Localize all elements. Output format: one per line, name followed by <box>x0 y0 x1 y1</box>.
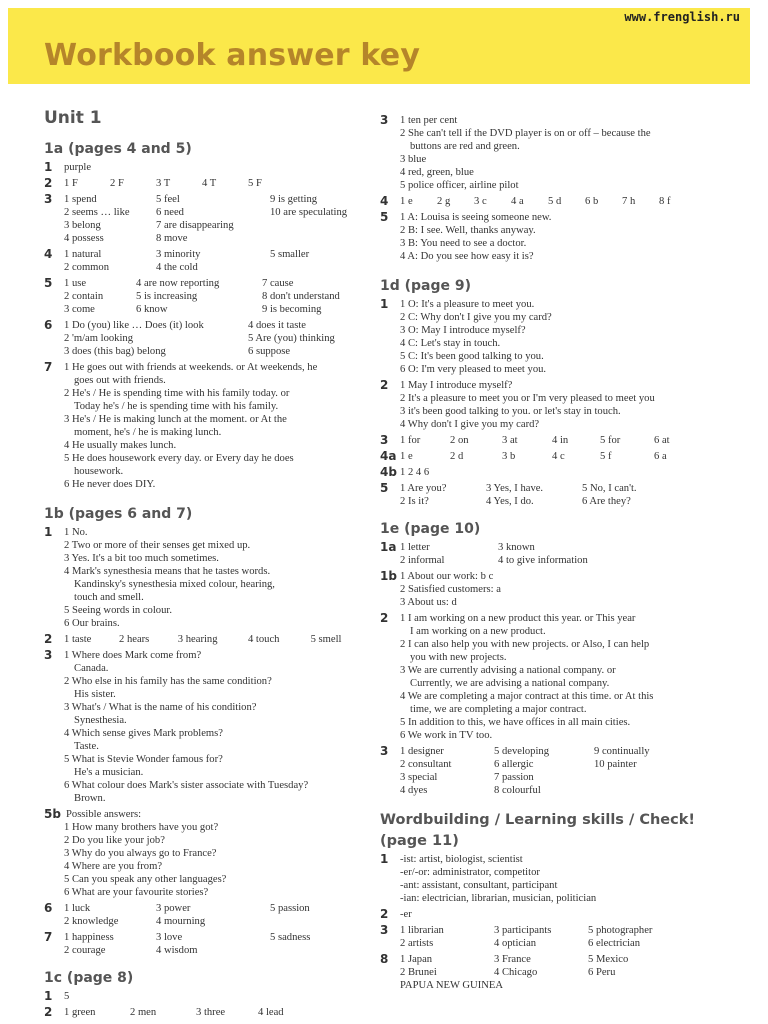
exercise-wb-1 <box>380 853 720 905</box>
exercise-1a-1 <box>44 161 358 174</box>
answer-item: 2 F <box>110 178 124 189</box>
answer-item: 8 move <box>156 233 188 244</box>
answer-item: 8 don't understand <box>262 291 340 302</box>
answer-item: 4 c <box>552 451 565 462</box>
section-1d-title: 1d (page 9) <box>380 278 472 294</box>
answer-item: 7 passion <box>494 772 534 783</box>
answer-item: 2 'm/am looking <box>64 333 133 344</box>
page-title: Workbook answer key <box>44 38 421 73</box>
answer-item: 3 at <box>502 435 518 446</box>
section-1b-title: 1b (pages 6 and 7) <box>44 506 193 522</box>
exercise-number: 5b <box>44 807 61 821</box>
answer-item: 1 spend <box>64 194 97 205</box>
answer-item: 6 need <box>156 207 184 218</box>
answer-line: 1 How many brothers have you got? <box>64 822 219 833</box>
answer-line: 4 Where are you from? <box>64 861 163 872</box>
answer-item: 5 Mexico <box>588 954 629 965</box>
exercise-number: 2 <box>380 611 389 625</box>
exercise-1d-4a <box>380 450 720 463</box>
exercise-number: 2 <box>380 907 389 921</box>
answer-line: 1 ten per cent <box>400 115 458 126</box>
answer-line: 5 C: It's been good talking to you. <box>400 351 544 362</box>
answer-line: 3 it's been good talking to you. or let's stay in touch. <box>400 406 621 417</box>
answer-item: 2 seems … like <box>64 207 130 218</box>
answer-line: Currently, we are advising a national company. <box>410 678 610 689</box>
answer-item: 1 Do (you) like … Does (it) look <box>64 320 204 331</box>
answer-item: 3 minority <box>156 249 201 260</box>
answer-line: 1 O: It's a pleasure to meet you. <box>400 299 535 310</box>
answer-item: 2 Brunei <box>400 967 437 978</box>
answer-row <box>64 177 358 190</box>
answer-line: 3 We are currently advising a national company. or <box>400 665 616 676</box>
answer-line: 5 Can you speak any other languages? <box>64 874 227 885</box>
answer-item <box>594 784 694 797</box>
answer-line: 1 About our work: b c <box>400 571 494 582</box>
answer-item: 7 cause <box>262 278 294 289</box>
answer-line: His sister. <box>74 689 116 700</box>
exercise-number: 7 <box>44 360 53 374</box>
exercise-wb-2 <box>380 908 720 921</box>
answer-item: 6 Peru <box>588 967 616 978</box>
answer-item: 1 e <box>400 196 413 207</box>
answer-item: 2 contain <box>64 291 104 302</box>
answer-line: 3 What's / What is the name of his condition? <box>64 702 257 713</box>
answer-item: 9 continually <box>594 746 650 757</box>
answer-item: 5 No, I can't. <box>582 483 637 494</box>
exercise-number: 2 <box>380 378 389 392</box>
answer-item: 7 h <box>622 196 636 207</box>
answer-item <box>270 232 370 245</box>
answer-line: PAPUA NEW GUINEA <box>400 980 504 991</box>
answer-line: touch and smell. <box>74 592 144 603</box>
answer-line: 4 red, green, blue <box>400 167 474 178</box>
answer-item: 4 lead <box>258 1007 284 1018</box>
exercise-number: 3 <box>380 433 389 447</box>
right-column <box>380 114 720 995</box>
answer-item: 5 smell <box>310 634 342 645</box>
answer-line: 6 He never does DIY. <box>64 479 156 490</box>
answer-item: 5 Are (you) thinking <box>248 333 335 344</box>
answer-line: 1 I am working on a new product this year. or This year <box>400 613 636 624</box>
answer-row <box>400 195 720 208</box>
answer-line: 2 Two or more of their senses get mixed up. <box>64 540 251 551</box>
answer-item: 5 is increasing <box>136 291 198 302</box>
answer-line: 5 police officer, airline pilot <box>400 180 519 191</box>
answer-item: 3 come <box>64 304 95 315</box>
answer-row <box>400 434 720 447</box>
answer-item: 3 special <box>400 772 438 783</box>
answer-item <box>594 771 694 784</box>
answer-line: 2 Who else in his family has the same condition? <box>64 676 272 687</box>
answer-item <box>270 915 370 928</box>
exercise-1b-1 <box>44 526 358 630</box>
answer-row <box>64 633 358 646</box>
answer-line: 2 She can't tell if the DVD player is on or off – because the <box>400 128 651 139</box>
answer-item: 1 use <box>64 278 87 289</box>
answer-item: 6 know <box>136 304 168 315</box>
answer-item: 2 informal <box>400 555 445 566</box>
answer-item: 6 a <box>654 451 667 462</box>
answer-line: -ist: artist, biologist, scientist <box>400 854 523 865</box>
exercise-number: 1 <box>380 297 389 311</box>
answer-item: 1 taste <box>64 634 92 645</box>
answer-item: 4 T <box>202 178 217 189</box>
answer-line: Today he's / he is spending time with his family. <box>74 401 279 412</box>
exercise-number: 1 <box>44 989 53 1003</box>
answer-line: 1 Where does Mark come from? <box>64 650 202 661</box>
exercise-wb-8 <box>380 953 720 992</box>
answer-item: 4 Chicago <box>494 967 538 978</box>
answer-row <box>64 1006 358 1019</box>
answer-item: 3 T <box>156 178 171 189</box>
answer-line: 2 C: Why don't I give you my card? <box>400 312 552 323</box>
answer-line: 1 He goes out with friends at weekends. or At weekends, he <box>64 362 318 373</box>
answer-line: 3 Why do you always go to France? <box>64 848 217 859</box>
answer-line: 3 blue <box>400 154 427 165</box>
answer-line: 6 We work in TV too. <box>400 730 493 741</box>
exercise-wb-3 <box>380 924 720 950</box>
answer-grid <box>400 541 720 567</box>
exercise-1e-2 <box>380 612 720 742</box>
exercise-number: 3 <box>380 113 389 127</box>
answer-item: 5 d <box>548 196 562 207</box>
answer-item: 3 belong <box>64 220 101 231</box>
answer-item: 1 e <box>400 451 413 462</box>
exercise-number: 3 <box>380 923 389 937</box>
answer-line: 1 A: Louisa is seeing someone new. <box>400 212 552 223</box>
answer-item: 5 developing <box>494 746 550 757</box>
answer-text: 5 <box>64 991 70 1002</box>
answer-line: 2 I can also help you with new projects. or Also, I can help <box>400 639 650 650</box>
exercise-1b-3 <box>44 649 358 805</box>
answer-item: 3 participants <box>494 925 552 936</box>
answer-line: 4 C: Let's stay in touch. <box>400 338 501 349</box>
exercise-number: 8 <box>380 952 389 966</box>
answer-grid <box>64 931 358 957</box>
exercise-1c-4 <box>380 195 720 208</box>
exercise-number: 1 <box>380 852 389 866</box>
exercise-1a-2 <box>44 177 358 190</box>
answer-item: 1 Are you? <box>400 483 447 494</box>
answer-item: 2 courage <box>64 945 106 956</box>
answer-item: 6 b <box>585 196 599 207</box>
answer-item: 6 at <box>654 435 670 446</box>
answer-line: 4 We are completing a major contract at this time. or At this <box>400 691 654 702</box>
answer-item: 5 sadness <box>270 932 311 943</box>
answer-line: I am working on a new product. <box>410 626 546 637</box>
exercise-1a-7 <box>44 361 358 491</box>
exercise-1d-1 <box>380 298 720 376</box>
answer-item: 1 green <box>64 1007 96 1018</box>
answer-item: 2 common <box>64 262 110 273</box>
answer-line: 2 It's a pleasure to meet you or I'm very pleased to meet you <box>400 393 655 404</box>
left-column <box>44 108 358 1022</box>
exercise-1b-6 <box>44 902 358 928</box>
answer-item: 5 smaller <box>270 249 310 260</box>
exercise-1c-1 <box>44 990 358 1003</box>
exercise-1a-4 <box>44 248 358 274</box>
answer-item: 1 Japan <box>400 954 433 965</box>
exercise-number: 1a <box>380 540 397 554</box>
answer-line: goes out with friends. <box>74 375 166 386</box>
answer-grid <box>64 277 358 316</box>
answer-item <box>270 219 370 232</box>
answer-item: 1 designer <box>400 746 444 757</box>
answer-grid <box>400 924 720 950</box>
exercise-number: 3 <box>44 192 53 206</box>
answer-item: 4 does it taste <box>248 320 306 331</box>
answer-line: time, we are completing a major contract. <box>410 704 587 715</box>
exercise-1a-3 <box>44 193 358 245</box>
answer-item: 6 suppose <box>248 346 291 357</box>
answer-text: 1 2 4 6 <box>400 467 430 478</box>
exercise-number: 6 <box>44 318 53 332</box>
answer-line: buttons are red and green. <box>410 141 520 152</box>
answer-line: 2 Do you like your job? <box>64 835 165 846</box>
answer-line: 1 May I introduce myself? <box>400 380 513 391</box>
exercise-1d-5 <box>380 482 720 508</box>
answer-item: 5 for <box>600 435 621 446</box>
answer-item: 4 are now reporting <box>136 278 220 289</box>
answer-line: 5 What is Stevie Wonder famous for? <box>64 754 223 765</box>
answer-line: 3 O: May I introduce myself? <box>400 325 526 336</box>
answer-item <box>270 944 370 957</box>
answer-grid <box>400 745 720 797</box>
answer-item: 4 a <box>511 196 524 207</box>
answer-grid <box>400 953 720 979</box>
answer-line: 4 Mark's synesthesia means that he tastes words. <box>64 566 271 577</box>
exercise-number: 4 <box>44 247 53 261</box>
answer-text: -er <box>400 909 412 920</box>
exercise-1a-5 <box>44 277 358 316</box>
exercise-number: 5 <box>380 481 389 495</box>
answer-item: 9 is getting <box>270 194 318 205</box>
answer-line: 5 In addition to this, we have offices in all main cities. <box>400 717 631 728</box>
section-wordbuilding-page: (page 11) <box>380 833 459 849</box>
answer-line: Canada. <box>74 663 109 674</box>
answer-line: 5 He does housework every day. or Every day he does <box>64 453 294 464</box>
answer-item: 4 dyes <box>400 785 428 796</box>
answer-line: 5 Seeing words in colour. <box>64 605 172 616</box>
exercise-number: 4 <box>380 194 389 208</box>
answer-line: -ian: electrician, librarian, musician, politician <box>400 893 597 904</box>
section-1e-title: 1e (page 10) <box>380 521 481 537</box>
unit-heading: Unit 1 <box>44 108 102 128</box>
answer-line: 6 What are your favourite stories? <box>64 887 209 898</box>
answer-item: 2 consultant <box>400 759 452 770</box>
answer-grid <box>64 248 358 274</box>
answer-item: 3 c <box>474 196 487 207</box>
answer-line: you with new projects. <box>410 652 507 663</box>
answer-item: 5 photographer <box>588 925 653 936</box>
answer-line: 4 He usually makes lunch. <box>64 440 177 451</box>
answer-item: 5 passion <box>270 903 310 914</box>
answer-line: He's a musician. <box>74 767 144 778</box>
answer-item: 10 painter <box>594 759 637 770</box>
answer-text: purple <box>64 162 92 173</box>
answer-item: 6 electrician <box>588 938 641 949</box>
answer-row <box>400 450 720 463</box>
answer-line: 2 He's / He is spending time with his family today. or <box>64 388 290 399</box>
answer-line: 3 B: You need to see a doctor. <box>400 238 527 249</box>
answer-line: housework. <box>74 466 124 477</box>
exercise-1d-3 <box>380 434 720 447</box>
exercise-number: 1b <box>380 569 397 583</box>
answer-line: 6 Our brains. <box>64 618 120 629</box>
answer-item: 3 three <box>196 1007 226 1018</box>
answer-line: Synesthesia. <box>74 715 127 726</box>
answer-line: Possible answers: <box>66 809 142 820</box>
answer-line: 1 No. <box>64 527 88 538</box>
answer-item: 5 F <box>248 178 262 189</box>
answer-item: 3 love <box>156 932 183 943</box>
exercise-1e-1a <box>380 541 720 567</box>
exercise-1c-2 <box>44 1006 358 1019</box>
exercise-1e-1b <box>380 570 720 609</box>
exercise-number: 1 <box>44 525 53 539</box>
answer-item: 3 known <box>498 542 535 553</box>
answer-grid <box>64 319 358 358</box>
exercise-number: 5 <box>44 276 53 290</box>
answer-item: 3 France <box>494 954 531 965</box>
answer-item: 4 possess <box>64 233 104 244</box>
answer-grid <box>64 193 358 245</box>
answer-line: Brown. <box>74 793 106 804</box>
answer-grid <box>64 902 358 928</box>
answer-item: 4 mourning <box>156 916 206 927</box>
answer-item: 2 Is it? <box>400 496 429 507</box>
answer-line: -er/-or: administrator, competitor <box>400 867 540 878</box>
answer-item: 6 allergic <box>494 759 534 770</box>
answer-item: 8 colourful <box>494 785 541 796</box>
answer-item: 1 natural <box>64 249 102 260</box>
exercise-number: 4a <box>380 449 397 463</box>
exercise-number: 2 <box>44 632 53 646</box>
answer-item: 3 power <box>156 903 191 914</box>
exercise-1b-2 <box>44 633 358 646</box>
exercise-number: 7 <box>44 930 53 944</box>
exercise-number: 6 <box>44 901 53 915</box>
answer-line: 6 What colour does Mark's sister associate with Tuesday? <box>64 780 309 791</box>
answer-item: 2 hears <box>119 634 150 645</box>
answer-item: 2 men <box>130 1007 157 1018</box>
answer-item: 5 feel <box>156 194 180 205</box>
answer-item: 10 are speculating <box>270 207 348 218</box>
exercise-1c-5 <box>380 211 720 263</box>
answer-line: 3 About us: d <box>400 597 457 608</box>
exercise-number: 2 <box>44 1005 53 1019</box>
answer-item: 1 librarian <box>400 925 444 936</box>
exercise-1c-3 <box>380 114 720 192</box>
section-1c-title: 1c (page 8) <box>44 970 134 986</box>
section-wordbuilding-title: Wordbuilding / Learning skills / Check! <box>380 812 695 828</box>
answer-item: 1 luck <box>64 903 91 914</box>
exercise-number: 3 <box>44 648 53 662</box>
exercise-1b-5b <box>44 808 358 899</box>
answer-line: 3 He's / He is making lunch at the moment. or At the <box>64 414 287 425</box>
answer-line: 4 Which sense gives Mark problems? <box>64 728 223 739</box>
answer-item: 7 are disappearing <box>156 220 234 231</box>
answer-item: 1 for <box>400 435 421 446</box>
answer-item: 4 in <box>552 435 569 446</box>
answer-item: 2 d <box>450 451 464 462</box>
answer-item <box>270 261 370 274</box>
exercise-1b-7 <box>44 931 358 957</box>
answer-item: 1 happiness <box>64 932 114 943</box>
answer-item: 4 the cold <box>156 262 198 273</box>
answer-item: 2 knowledge <box>64 916 119 927</box>
answer-item: 2 on <box>450 435 469 446</box>
answer-item: 5 f <box>600 451 612 462</box>
answer-item: 8 f <box>659 196 671 207</box>
answer-line: 3 Yes. It's a bit too much sometimes. <box>64 553 219 564</box>
answer-item: 4 optician <box>494 938 537 949</box>
answer-line: 2 B: I see. Well, thanks anyway. <box>400 225 536 236</box>
section-1a-title: 1a (pages 4 and 5) <box>44 141 192 157</box>
answer-line: moment, he's / he is making lunch. <box>74 427 222 438</box>
answer-item: 3 hearing <box>177 634 218 645</box>
answer-item: 4 to give information <box>498 555 588 566</box>
exercise-1d-2 <box>380 379 720 431</box>
exercise-number: 3 <box>380 744 389 758</box>
answer-item: 3 Yes, I have. <box>486 483 544 494</box>
exercise-1d-4b <box>380 466 720 479</box>
answer-line: 6 O: I'm very pleased to meet you. <box>400 364 547 375</box>
exercise-number: 5 <box>380 210 389 224</box>
answer-line: 4 A: Do you see how easy it is? <box>400 251 534 262</box>
answer-item: 6 Are they? <box>582 496 631 507</box>
answer-item: 4 wisdom <box>156 945 198 956</box>
answer-item: 3 b <box>502 451 516 462</box>
answer-line: Taste. <box>74 741 99 752</box>
answer-item: 4 touch <box>247 634 280 645</box>
answer-item: 4 Yes, I do. <box>486 496 534 507</box>
answer-item: 2 artists <box>400 938 434 949</box>
answer-item: 9 is becoming <box>262 304 322 315</box>
answer-line: -ant: assistant, consultant, participant <box>400 880 558 891</box>
exercise-number: 2 <box>44 176 53 190</box>
answer-item: 2 g <box>437 196 451 207</box>
exercise-1e-3 <box>380 745 720 797</box>
answer-line: 4 Why don't I give you my card? <box>400 419 540 430</box>
answer-line: Kandinsky's synesthesia mixed colour, hearing, <box>74 579 275 590</box>
exercise-number: 1 <box>44 160 53 174</box>
exercise-number: 4b <box>380 465 397 479</box>
answer-line: 2 Satisfied customers: a <box>400 584 501 595</box>
answer-item: 3 does (this bag) belong <box>64 346 166 357</box>
answer-item: 1 F <box>64 178 78 189</box>
answer-item: 1 letter <box>400 542 430 553</box>
answer-grid <box>400 482 720 508</box>
site-url: www.frenglish.ru <box>624 10 740 24</box>
exercise-1a-6 <box>44 319 358 358</box>
